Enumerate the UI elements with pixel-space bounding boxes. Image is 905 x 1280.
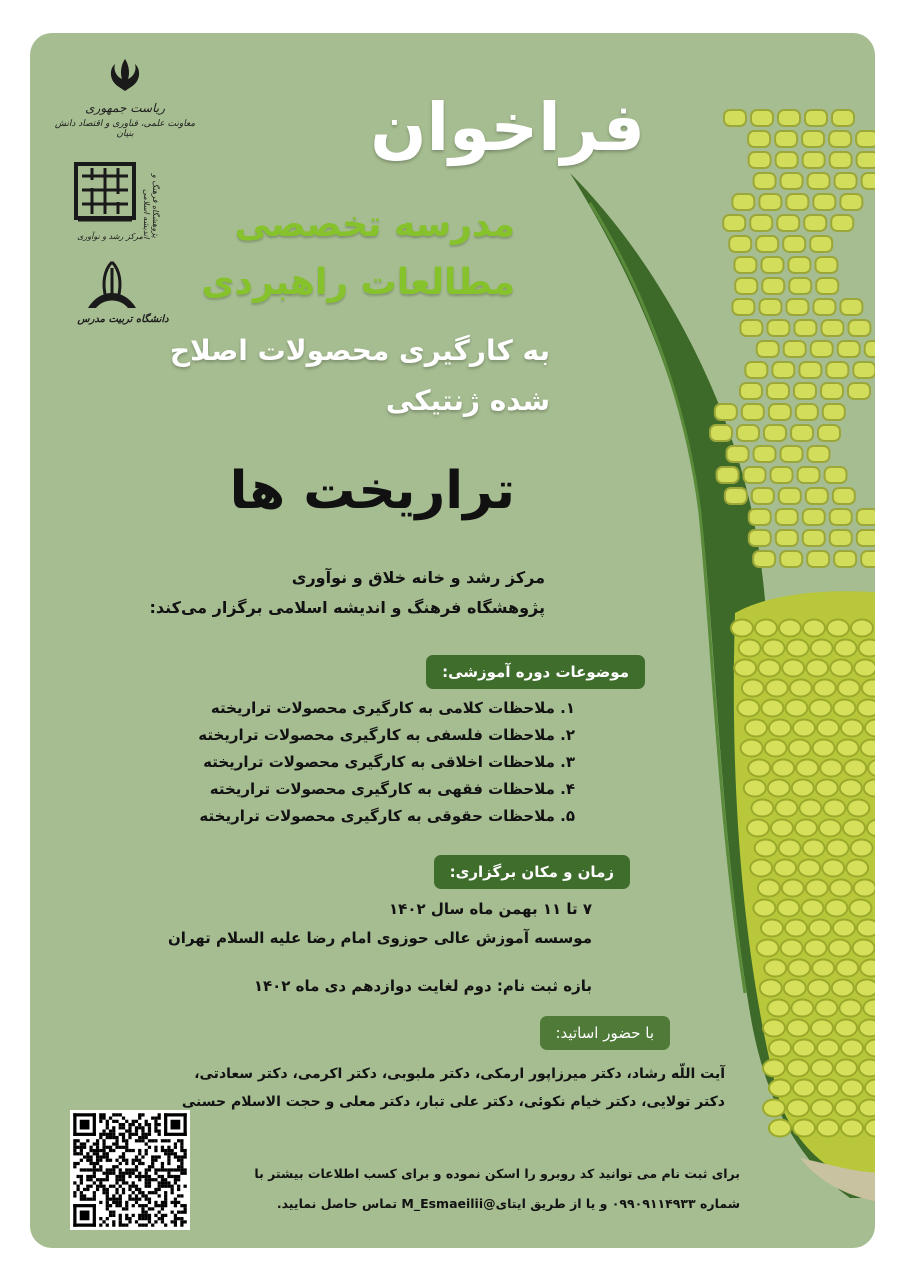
poster: [30, 33, 875, 1248]
registration-period: بازه ثبت نام: دوم لغایت دوازدهم دی ماه ۱۴۰۲: [253, 977, 592, 995]
topic-item: ۲. ملاحظات فلسفی به کارگیری محصولات تراریخته: [198, 726, 575, 744]
university-label: دانشگاه تربیت مدرس: [77, 314, 169, 325]
emblem-icon: [103, 55, 147, 95]
qr-code[interactable]: [70, 1110, 190, 1230]
contact-line-1: برای ثبت نام می توانید کد روبرو را اسکن نموده و برای کسب اطلاعات بیشتر با: [254, 1166, 740, 1181]
page-title: فراخوان: [370, 89, 645, 166]
organizer-line-1: مرکز رشد و خانه خلاق و نوآوری: [291, 568, 545, 587]
presidency-label: ریاست جمهوری: [85, 101, 165, 115]
professors-heading: با حضور اساتید:: [540, 1016, 671, 1050]
topic-item: ۱. ملاحظات کلامی به کارگیری محصولات تراریخته: [210, 699, 575, 717]
topic-item: ۴. ملاحظات فقهی به کارگیری محصولات تراریخته: [209, 780, 575, 798]
professors-line-2: دکتر تولایی، دکتر خیام نکوئی، دکتر علی تبار، دکتر معلی و حجت الاسلام حسنی: [181, 1094, 725, 1110]
subtitle-line-2: مطالعات راهبردی: [201, 262, 515, 303]
schedule-place: موسسه آموزش عالی حوزوی امام رضا علیه السلام تهران: [168, 929, 592, 947]
subtitle-line-1: مدرسه تخصصی: [234, 204, 515, 245]
professors-line-1: آیت اللّه رشاد، دکتر میرزاپور ارمکی، دکتر ملبوبی، دکتر اکرمی، دکتر سعادتی،: [194, 1066, 725, 1082]
institute-label: پژوهشگاه فرهنگ و اندیشه اسلامی: [142, 174, 160, 238]
presidency-logo: [54, 55, 196, 139]
topic-line-2: شده ژنتیکی: [385, 384, 550, 417]
topics-heading: موضوعات دوره آموزشی:: [426, 655, 645, 689]
topics-list: [155, 695, 575, 830]
knot-icon: [70, 158, 140, 226]
schedule-heading: زمان و مکان برگزاری:: [434, 855, 630, 889]
main-title: تراریخت ها: [229, 461, 515, 521]
presidency-sublabel: معاونت علمی، فناوری و اقتصاد دانش بنیان: [54, 119, 196, 139]
topic-item: ۳. ملاحظات اخلاقی به کارگیری محصولات تراریخته: [203, 753, 575, 771]
topic-item: ۵. ملاحظات حقوقی به کارگیری محصولات تراریخته: [199, 807, 575, 825]
topic-line-1: به کارگیری محصولات اصلاح: [169, 334, 550, 367]
schedule-date: ۷ تا ۱۱ بهمن ماه سال ۱۴۰۲: [389, 900, 592, 918]
wheat-icon: [82, 258, 142, 314]
organizer-line-2: پژوهشگاه فرهنگ و اندیشه اسلامی برگزار می‌کند:: [149, 598, 545, 617]
contact-line-2: شماره ۰۹۹۰۹۱۱۴۹۳۳ و یا از طریق ایتای@M_Esmaeilii تماس حاصل نمایید.: [276, 1196, 740, 1211]
institute-sublabel: مرکز رشد و نوآوری: [77, 232, 143, 241]
university-logo: [68, 258, 178, 338]
